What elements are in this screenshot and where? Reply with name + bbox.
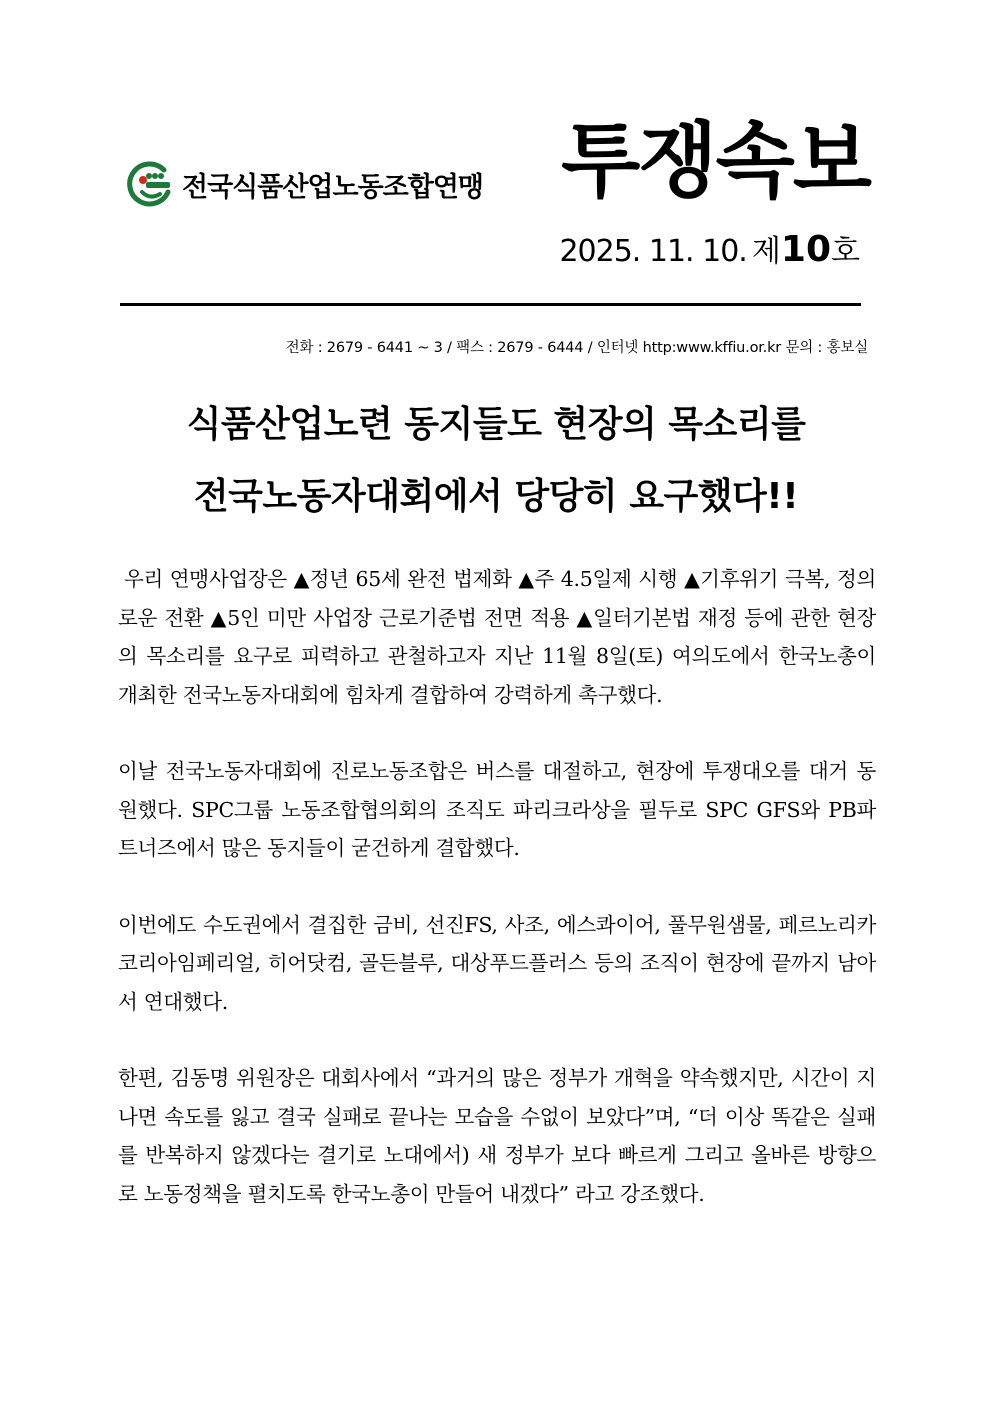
headline-line-2: 전국노동자대회에서 당당히 요구했다!! [193,476,799,517]
issue-number-suffix: 호 [831,234,860,269]
body-paragraph-1: 우리 연맹사업장은 ▲정년 65세 완전 법제화 ▲주 4.5일제 시행 ▲기후위기 극복, 정의로운 전환 ▲5인 미만 사업장 근로기준법 전면 적용 ▲일터기본법 재정 등에 관한 현장의 목소리를 요구로 피력하고 관철하고자 지난 11월 8일(토) 여의도에서 한국노총이 개최한 전국노동자대회에 힘차게 결합하여 강력하게 촉구했다. [118,567,876,707]
body-paragraph-3: 이번에도 수도권에서 결집한 금비, 선진FS, 사조, 에스콰이어, 풀무원샘물, 페르노리카코리아임페리얼, 히어닷컴, 골든블루, 대상푸드플러스 등의 조직이 현장에 끝까지 남아서 연대했다. [118,912,876,1014]
body-paragraph-2: 이날 전국노동자대회에 진로노동조합은 버스를 대절하고, 현장에 투쟁대오를 대거 동원했다. SPC그룹 노동조합협의회의 조직도 파리크라상을 필두로 SPC GFS와 PB파트너즈에서 많은 동지들이 굳건하게 결합했다. [118,759,876,860]
issue-line [559,228,860,278]
issue-number: 10 [780,229,832,270]
headline-line-1: 식품산업노련 동지들도 현장의 목소리를 [186,404,806,445]
article-body [118,560,876,1251]
header-divider [120,303,861,306]
bulletin-title: 투쟁속보 [561,114,870,209]
header-logo [124,158,483,210]
contact-line: 전화 : 2679 - 6441 ~ 3 / 팩스 : 2679 - 6444 / 인터넷 http:www.kffiu.or.kr 문의 : 홍보실 [285,340,868,356]
issue-number-prefix: 제 [751,234,781,269]
org-name: 전국식품산업노동조합연맹 [182,171,483,203]
body-paragraph-4: 한편, 김동명 위원장은 대회사에서 “과거의 많은 정부가 개혁을 약속했지만, 시간이 지나면 속도를 잃고 결국 실패로 끝나는 모습을 수없이 보았다”며, “더 이상 똑같은 실패를 반복하지 않겠다는 결기로 노대에서) 새 정부가 보다 빠르게 그리고 올바른 방향으로 노동정책을 펼치도록 한국노총이 만들어 내겠다” 라고 강조했다. [118,1066,876,1206]
kffiu-logo-icon [124,158,176,210]
issue-date: 2025. 11. 10. [559,234,747,269]
